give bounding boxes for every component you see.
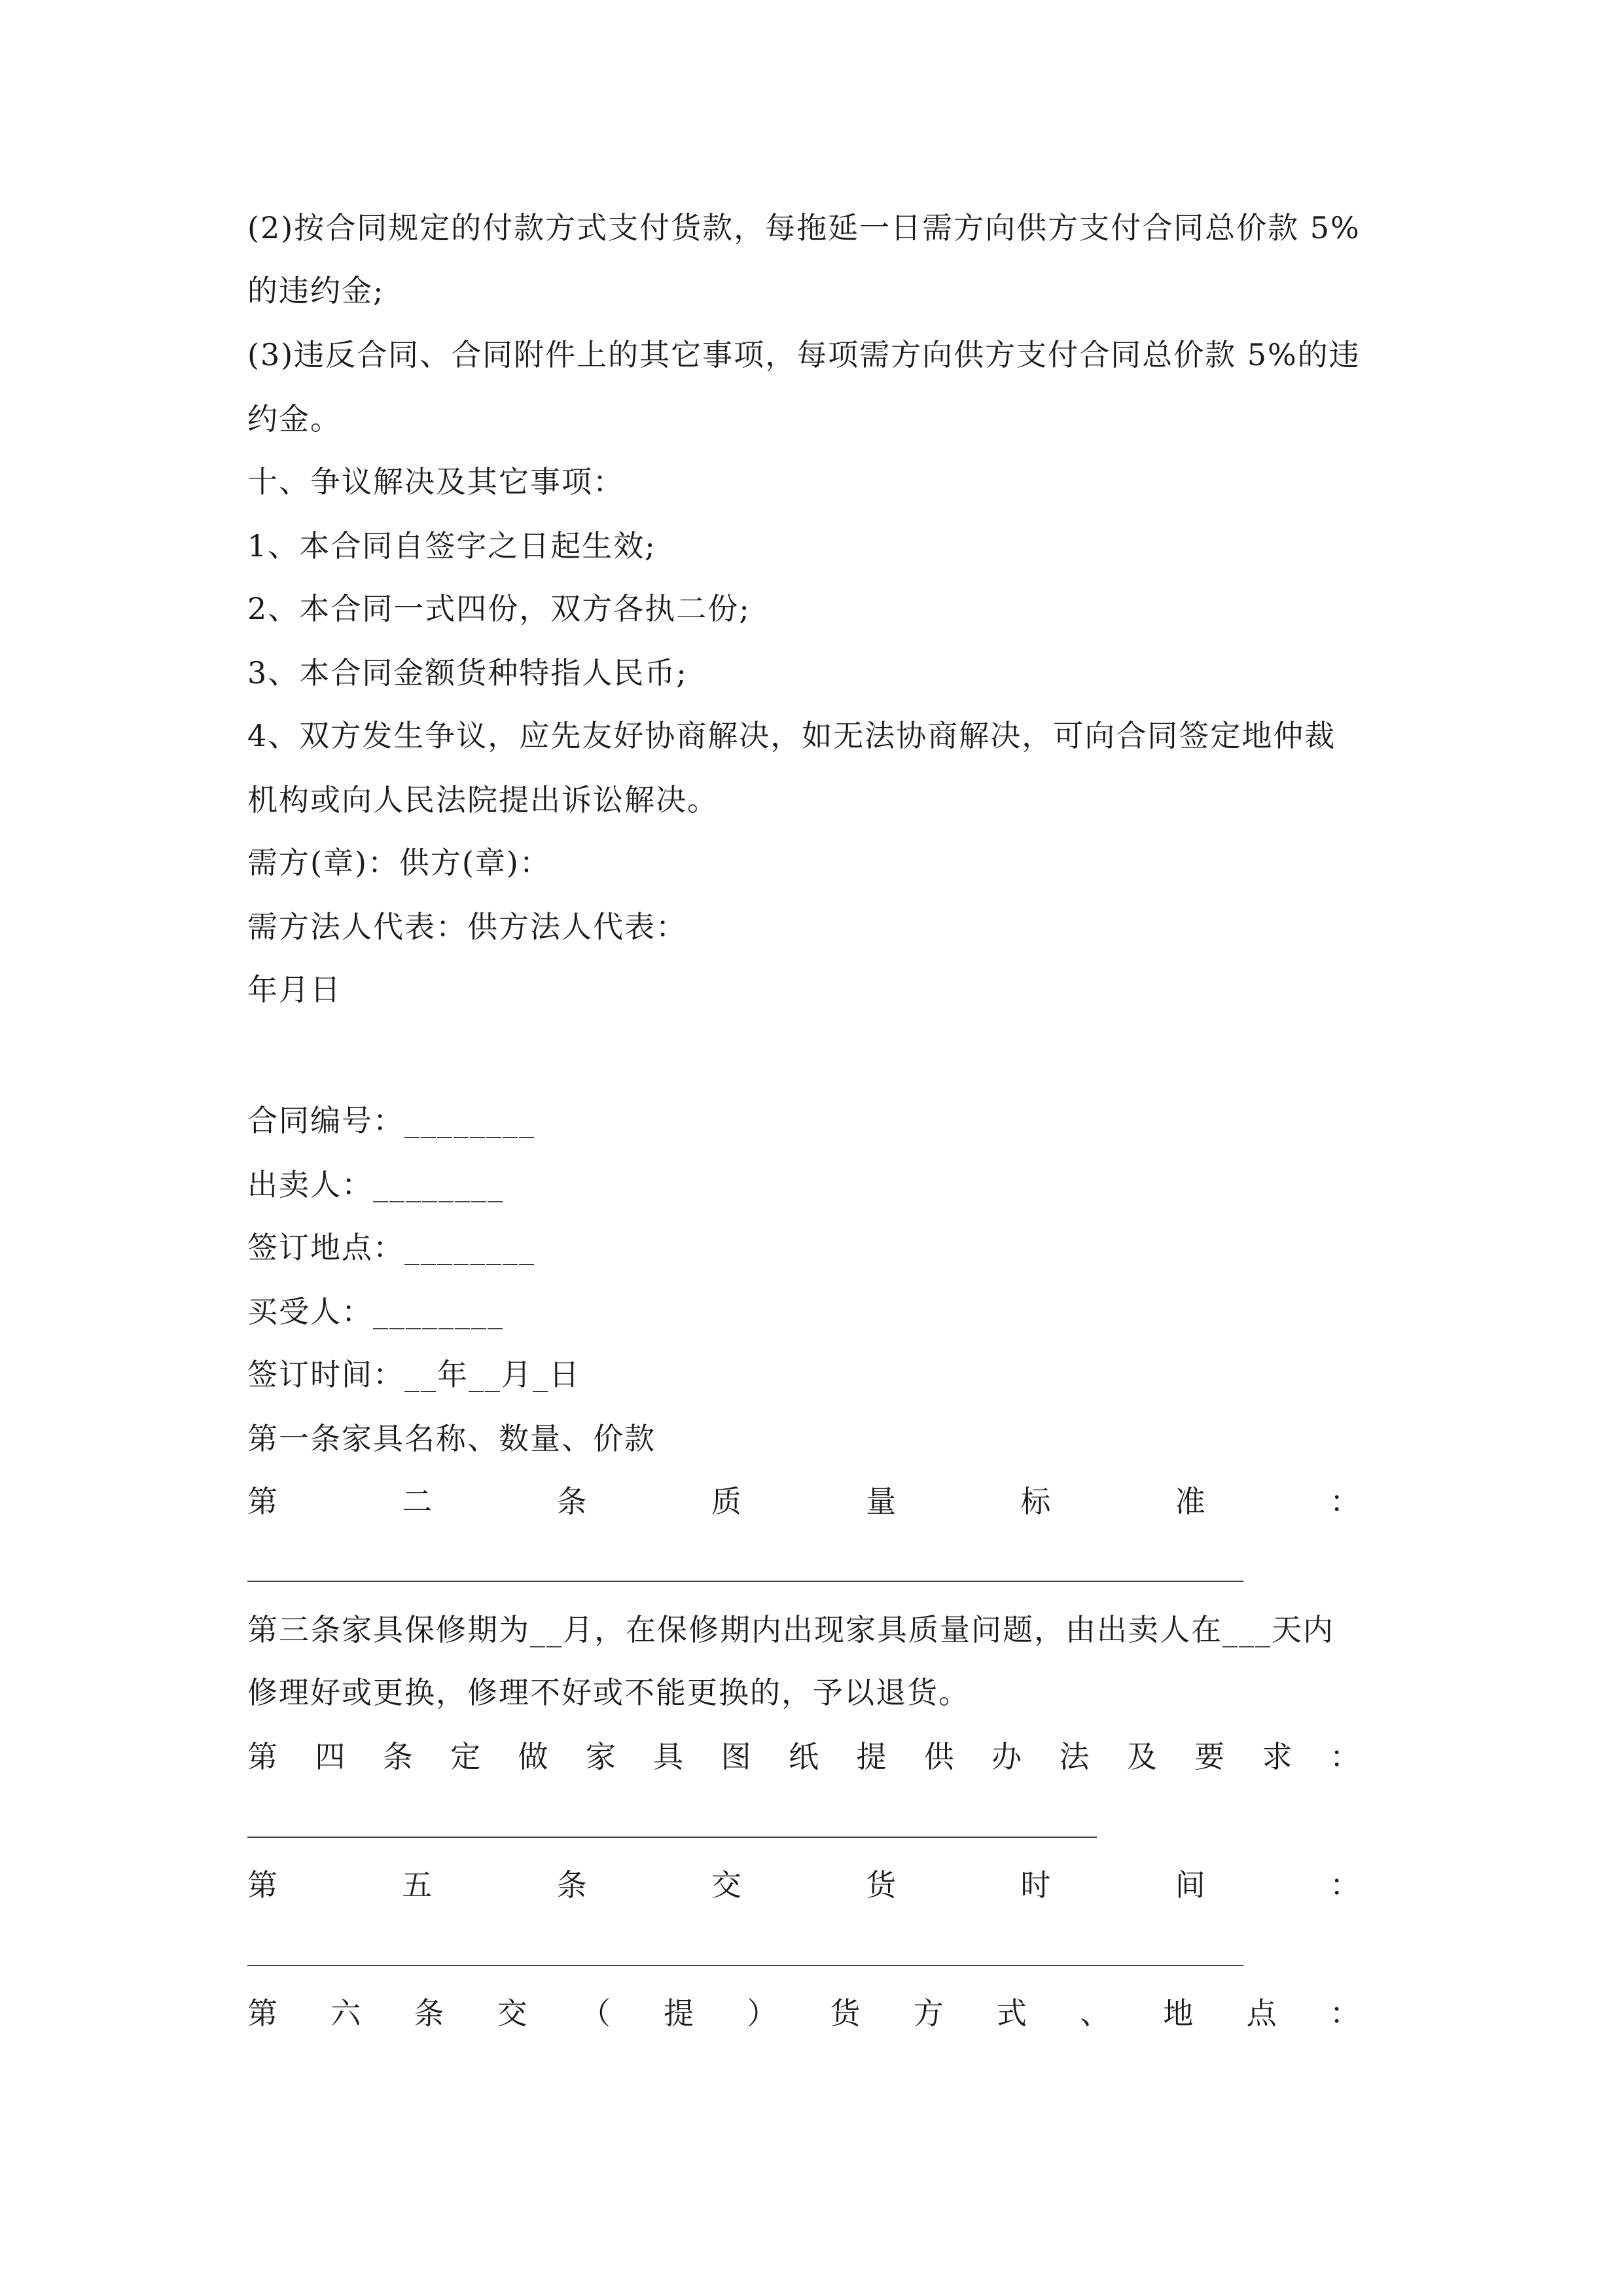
article-4-heading	[247, 1737, 1360, 1776]
heading-char: ：	[1329, 1996, 1360, 2031]
heading-char: 、	[1080, 1996, 1111, 2031]
heading-char: 供	[923, 1739, 954, 1774]
field-value: ________	[373, 1294, 504, 1329]
heading-char: 办	[991, 1739, 1022, 1774]
heading-char: ：	[1330, 1739, 1360, 1774]
paragraph-line: 3、本合同金额货种特指人民币;	[247, 655, 688, 691]
heading-char: 时	[1020, 1867, 1051, 1903]
paragraph-line: 2、本合同一式四份，双方各执二份;	[247, 591, 751, 626]
paragraph-line: (2)按合同规定的付款方式支付货款，每拖延一日需方向供方支付合同总价款 5%	[247, 210, 1361, 245]
heading-char: 第	[247, 1996, 277, 2031]
heading-char: 间	[1175, 1867, 1205, 1903]
heading-char: 第	[247, 1739, 277, 1774]
heading-char: 方	[913, 1996, 944, 2031]
heading-char: 地	[1163, 1996, 1194, 2031]
heading-char: 二	[402, 1484, 433, 1519]
heading-char: 式	[996, 1996, 1027, 2031]
heading-char: ：	[1329, 1867, 1360, 1903]
article-3: 第三条家具保修期为__月，在保修期内出现家具质量问题，由出卖人在___天内	[247, 1612, 1334, 1647]
article-2-heading	[247, 1482, 1360, 1521]
article-5-heading	[247, 1865, 1360, 1905]
heading-char: 图	[721, 1739, 751, 1774]
article-6-heading	[247, 1994, 1360, 2033]
section-heading: 十、争议解决及其它事项：	[247, 464, 624, 499]
paragraph-line: 4、双方发生争议，应先友好协商解决，如无法协商解决，可向合同签定地仲裁	[247, 718, 1336, 753]
article-1: 第一条家具名称、数量、价款	[247, 1421, 656, 1456]
heading-char: ：	[1329, 1484, 1360, 1519]
heading-char: 五	[402, 1867, 433, 1903]
heading-char: 质	[711, 1484, 741, 1519]
signature-line: 需方法人代表：供方法人代表：	[247, 909, 687, 944]
buyer-field	[247, 1292, 504, 1331]
signing-time-field	[247, 1355, 580, 1394]
field-label: 出卖人：	[247, 1167, 373, 1202]
heading-char: 交	[711, 1867, 741, 1903]
heading-char: 条	[556, 1484, 587, 1519]
field-value: ________	[404, 1230, 535, 1265]
field-label: 买受人：	[247, 1294, 373, 1329]
heading-char: 量	[866, 1484, 897, 1519]
heading-char: 条	[414, 1996, 444, 2031]
article-4-blank-line	[247, 1837, 1097, 1838]
heading-char: 标	[1020, 1484, 1051, 1519]
heading-char: 交	[497, 1996, 527, 2031]
heading-char: 货	[830, 1996, 861, 2031]
heading-char: 纸	[789, 1739, 819, 1774]
heading-char: 条	[382, 1739, 413, 1774]
paragraph-line: 机构或向人民法院提出诉讼解决。	[247, 782, 719, 817]
heading-char: 家	[585, 1739, 616, 1774]
heading-char: 要	[1194, 1739, 1225, 1774]
heading-char: 四	[315, 1739, 346, 1774]
heading-char: 做	[518, 1739, 548, 1774]
article-2-blank-line	[247, 1581, 1243, 1582]
article-3-continued: 修理好或更换，修理不好或不能更换的，予以退货。	[247, 1675, 970, 1710]
heading-char: 法	[1059, 1739, 1090, 1774]
signature-line: 需方(章)：供方(章)：	[247, 845, 551, 880]
field-label: 签订地点：	[247, 1230, 404, 1265]
heading-char: 提	[664, 1996, 694, 2031]
field-value: ________	[373, 1167, 504, 1202]
heading-char: 货	[866, 1867, 897, 1903]
seller-field	[247, 1165, 504, 1204]
heading-char: 求	[1262, 1739, 1293, 1774]
date-line: 年月日	[247, 972, 342, 1007]
field-label: 合同编号：	[247, 1103, 404, 1138]
field-value: __年__月_日	[404, 1357, 580, 1392]
heading-char: 具	[653, 1739, 684, 1774]
signing-place-field	[247, 1228, 535, 1267]
heading-char: 点	[1246, 1996, 1277, 2031]
heading-char: 及	[1126, 1739, 1157, 1774]
paragraph-line: 约金。	[247, 401, 342, 437]
heading-char: 第	[247, 1867, 277, 1903]
field-label: 签订时间：	[247, 1357, 404, 1392]
heading-char: 六	[330, 1996, 361, 2031]
heading-char: 第	[247, 1484, 277, 1519]
contract-number-field	[247, 1101, 535, 1140]
paragraph-line: (3)违反合同、合同附件上的其它事项，每项需方向供方支付合同总价款 5%的违	[247, 337, 1361, 372]
heading-char: 提	[856, 1739, 887, 1774]
paragraph-line: 1、本合同自签字之日起生效;	[247, 528, 656, 564]
heading-char: 条	[556, 1867, 587, 1903]
heading-char: （	[580, 1996, 611, 2031]
heading-char: ）	[747, 1996, 777, 2031]
article-5-blank-line	[247, 1965, 1243, 1966]
heading-char: 定	[450, 1739, 481, 1774]
field-value: ________	[404, 1103, 535, 1138]
paragraph-line: 的违约金;	[247, 273, 385, 308]
heading-char: 准	[1175, 1484, 1205, 1519]
